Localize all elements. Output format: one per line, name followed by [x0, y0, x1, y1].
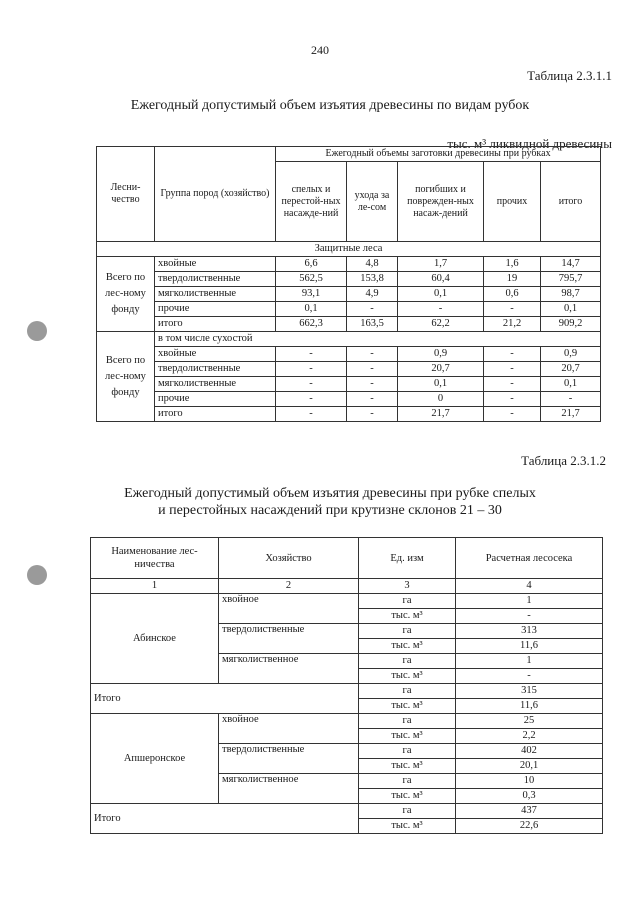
table-row — [91, 714, 603, 729]
value: 2,2 — [456, 729, 603, 744]
unit: тыс. м³ — [359, 729, 456, 744]
value: 25 — [456, 714, 603, 729]
farm-name: твердолиственные — [219, 744, 359, 774]
header-other: прочих — [484, 162, 541, 242]
column-number: 4 — [456, 579, 603, 594]
farm-name: мягколиственное — [219, 654, 359, 684]
unit: тыс. м³ — [359, 669, 456, 684]
cell: - — [276, 362, 347, 377]
header-forestry-name: Наименование лес-ничества — [91, 538, 219, 579]
table-row — [97, 302, 601, 317]
column-number: 2 — [219, 579, 359, 594]
unit: га — [359, 684, 456, 699]
value: - — [456, 609, 603, 624]
column-number: 1 — [91, 579, 219, 594]
table2-title-line1: Ежегодный допустимый объем изъятия древесины при рубке спелых — [124, 486, 536, 501]
harvest-steep-slopes-table — [90, 537, 603, 834]
cell: 0,9 — [541, 347, 601, 362]
cell: 21,7 — [398, 407, 484, 422]
species-name: прочие — [155, 302, 276, 317]
forestry-abinskoe: Абинское — [91, 594, 219, 684]
cell: 0 — [398, 392, 484, 407]
cell: 20,7 — [541, 362, 601, 377]
table-row — [91, 804, 603, 819]
value: 1 — [456, 654, 603, 669]
cell: 163,5 — [347, 317, 398, 332]
table-row — [91, 684, 603, 699]
value: 315 — [456, 684, 603, 699]
header-total: итого — [541, 162, 601, 242]
value: 11,6 — [456, 699, 603, 714]
table-row — [97, 407, 601, 422]
value: 11,6 — [456, 639, 603, 654]
species-name: итого — [155, 317, 276, 332]
cell: - — [484, 302, 541, 317]
cell: 1,6 — [484, 257, 541, 272]
cell: - — [276, 392, 347, 407]
cell: - — [347, 302, 398, 317]
cell: 909,2 — [541, 317, 601, 332]
cell: 0,1 — [398, 377, 484, 392]
unit: га — [359, 714, 456, 729]
unit: тыс. м³ — [359, 789, 456, 804]
species-name: мягколиственные — [155, 287, 276, 302]
block2-label: Всего по лес-ному фонду — [97, 332, 155, 422]
species-name: мягколиственные — [155, 377, 276, 392]
cell: 0,9 — [398, 347, 484, 362]
cell: 0,1 — [541, 302, 601, 317]
value: 1 — [456, 594, 603, 609]
header-dead: погибших и поврежден-ных насаж-дений — [398, 162, 484, 242]
farm-name: твердолиственные — [219, 624, 359, 654]
cell: 0,1 — [276, 302, 347, 317]
header-calc-cut: Расчетная лесосека — [456, 538, 603, 579]
header-harvest-group: Ежегодный объемы заготовки древесины при рубках — [276, 147, 601, 162]
cell: 21,2 — [484, 317, 541, 332]
farm-name: хвойное — [219, 714, 359, 744]
header-care: ухода за ле-сом — [347, 162, 398, 242]
unit: тыс. м³ — [359, 819, 456, 834]
table-row — [97, 392, 601, 407]
punch-hole — [27, 565, 47, 585]
cell: - — [276, 407, 347, 422]
species-name: прочие — [155, 392, 276, 407]
table-row — [97, 272, 601, 287]
header-ripe: спелых и перестой-ных насажде-ний — [276, 162, 347, 242]
farm-name: хвойное — [219, 594, 359, 624]
cell: - — [347, 392, 398, 407]
cell: 795,7 — [541, 272, 601, 287]
table-row — [97, 347, 601, 362]
table-row — [97, 257, 601, 272]
cell: - — [347, 407, 398, 422]
block1-label: Всего по лес-ному фонду — [97, 257, 155, 332]
table2-title-line2: и перестойных насаждений при крутизне склонов 21 – 30 — [158, 503, 502, 518]
page-number: 240 — [311, 43, 329, 57]
unit: тыс. м³ — [359, 759, 456, 774]
cell: 4,8 — [347, 257, 398, 272]
cell: - — [484, 362, 541, 377]
cell: - — [276, 347, 347, 362]
cell: 19 — [484, 272, 541, 287]
table-row — [91, 594, 603, 609]
cell: - — [484, 377, 541, 392]
cell: - — [484, 392, 541, 407]
species-name: твердолиственные — [155, 272, 276, 287]
harvest-by-cut-type-table — [96, 146, 601, 422]
cell: 0,1 — [398, 287, 484, 302]
table-row — [97, 332, 601, 347]
table-row — [97, 362, 601, 377]
cell: 21,7 — [541, 407, 601, 422]
total-label: Итого — [91, 684, 359, 714]
value: 20,1 — [456, 759, 603, 774]
cell: - — [347, 347, 398, 362]
unit: тыс. м³ — [359, 699, 456, 714]
cell: - — [398, 302, 484, 317]
value: - — [456, 669, 603, 684]
cell: 62,2 — [398, 317, 484, 332]
unit: га — [359, 804, 456, 819]
cell: 662,3 — [276, 317, 347, 332]
cell: - — [347, 377, 398, 392]
cell: 60,4 — [398, 272, 484, 287]
table1-title: Ежегодный допустимый объем изъятия древесины по видам рубок — [130, 98, 530, 113]
unit: га — [359, 594, 456, 609]
value: 313 — [456, 624, 603, 639]
cell: 1,7 — [398, 257, 484, 272]
cell: 93,1 — [276, 287, 347, 302]
cell: 0,6 — [484, 287, 541, 302]
punch-hole — [27, 321, 47, 341]
cell: 6,6 — [276, 257, 347, 272]
value: 402 — [456, 744, 603, 759]
value: 437 — [456, 804, 603, 819]
cell: 153,8 — [347, 272, 398, 287]
cell: - — [276, 377, 347, 392]
cell: - — [541, 392, 601, 407]
header-farm: Хозяйство — [219, 538, 359, 579]
cell: 4,9 — [347, 287, 398, 302]
forestry-apsheronskoe: Апшеронское — [91, 714, 219, 804]
cell: - — [484, 407, 541, 422]
total-label: Итого — [91, 804, 359, 834]
table-row — [97, 317, 601, 332]
header-unit: Ед. изм — [359, 538, 456, 579]
species-name: хвойные — [155, 257, 276, 272]
value: 22,6 — [456, 819, 603, 834]
cell: - — [484, 347, 541, 362]
section-protective-forests: Защитные леса — [97, 242, 601, 257]
unit: га — [359, 624, 456, 639]
unit: тыс. м³ — [359, 639, 456, 654]
cell: 98,7 — [541, 287, 601, 302]
section-dead-standing: в том числе сухостой — [155, 332, 601, 347]
unit: га — [359, 744, 456, 759]
value: 10 — [456, 774, 603, 789]
species-name: хвойные — [155, 347, 276, 362]
column-number: 3 — [359, 579, 456, 594]
table1-unit: тыс. м³ ликвидной древесины — [447, 136, 612, 151]
cell: 14,7 — [541, 257, 601, 272]
table1-label: Таблица 2.3.1.1 — [527, 68, 612, 83]
header-forestry: Лесни-чество — [97, 147, 155, 242]
value: 0,3 — [456, 789, 603, 804]
header-species-group: Группа пород (хозяйство) — [155, 147, 276, 242]
cell: 562,5 — [276, 272, 347, 287]
unit: га — [359, 774, 456, 789]
table2-label: Таблица 2.3.1.2 — [521, 453, 606, 468]
farm-name: мягколиственное — [219, 774, 359, 804]
unit: тыс. м³ — [359, 609, 456, 624]
table-row — [97, 377, 601, 392]
species-name: итого — [155, 407, 276, 422]
table-row — [97, 287, 601, 302]
unit: га — [359, 654, 456, 669]
cell: 0,1 — [541, 377, 601, 392]
species-name: твердолиственные — [155, 362, 276, 377]
cell: - — [347, 362, 398, 377]
cell: 20,7 — [398, 362, 484, 377]
